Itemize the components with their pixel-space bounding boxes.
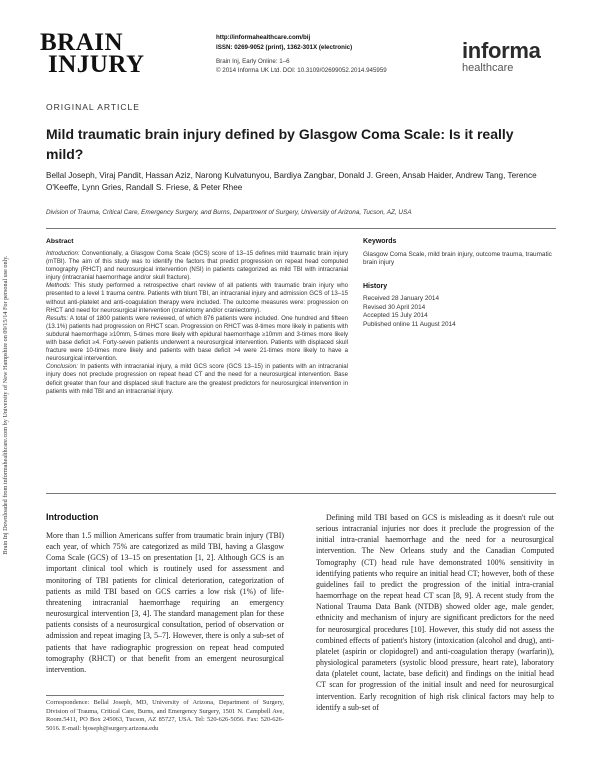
abstract-label: Conclusion: xyxy=(46,363,78,371)
abstract-text: Conventionally, a Glasgow Coma Scale (GCS) score of 13–15 defines mild traumatic brain injury (mTBI). The aim of this study was to identify the factors that predict progression on repeat head computed tomography (RHCT) and neurosurgical intervention (NSI) in patients categorized as mild TBI with intracranial injury (intracranial haemorrhage and/or skull fracture). xyxy=(46,250,348,282)
body-column-left xyxy=(46,530,284,675)
abstract-heading: Abstract xyxy=(46,238,74,245)
journal-online: Brain Inj, Early Online: 1–6 xyxy=(216,57,290,65)
article-authors: Bellal Joseph, Viraj Pandit, Hassan Aziz, Narong Kulvatunyou, Bardiya Zangbar, Donald J. Green, Ansab Haider, Andrew Tang, Terence O'Keeffe, Lynn Gries, Randall S. Friese, & Peter Rhee xyxy=(46,171,537,192)
introduction-heading: Introduction xyxy=(46,512,99,522)
abstract-paragraph xyxy=(46,282,348,314)
body-paragraph: More than 1.5 million Americans suffer from traumatic brain injury (TBI) each year, of which 75% are categorized as mild TBI, having a Glasgow Coma Scale (GCS) of 13–15 on presentation [1, 2]. Although GCS is an important clinical tool which is routinely used for assessment and monitoring of TBI patients for clinical deterioration, categorization of patients as mild TBI based on GCS carries a low risk (1%) of life-threatening intracranial haemorrhage requiring an emergency neurosurgical intervention [3, 4]. The standard management plan for these patients consists of a neurosurgical consultation, period of observation or admission and repeat imaging [3, 5–7]. However, there is only a sub-set of patients that have radiographic progression on repeat head computed tomography (RHCT) or that benefit from an emergent neurosurgical intervention. xyxy=(46,531,284,674)
history-list xyxy=(363,295,553,329)
download-watermark xyxy=(2,190,32,620)
correspondence-footnote: Correspondence: Bellal Joseph, MD, University of Arizona, Department of Surgery, Division of Trauma, Critical Care, Burns, and Emergency Surgery, 1501 N. Campbell Ave, Room.5411, PO Box 245063, Tucson, AZ 85727, USA. Tel: 520-626-5056. Fax: 520-626-5016. E-mail: bjoseph@surgery.arizona.edu xyxy=(46,699,284,732)
history-heading: History xyxy=(363,283,388,290)
journal-info xyxy=(216,33,416,76)
keywords-text: Glasgow Coma Scale, mild brain injury, outcome trauma, traumatic brain injury xyxy=(363,251,552,267)
footnote-rule xyxy=(46,695,284,696)
body-column-right xyxy=(316,512,554,713)
abstract-label: Introduction: xyxy=(46,250,80,257)
publisher-logo-sub: healthcare xyxy=(462,62,514,74)
article-title: Mild traumatic brain injury defined by Glasgow Coma Scale: Is it really mild? xyxy=(46,126,514,162)
abstract-label: Results: xyxy=(46,314,69,322)
journal-issn: ISSN: 0269-9052 (print), 1362-301X (electronic) xyxy=(216,43,353,51)
abstract-text: In patients with intracranial injury, a mild GCS score (GCS 13–15) in patients with an intracranial injury does not preclude progression on repeat head CT and the need for a neurosurgical intervention. Base deficit greater than four and displaced skull fracture are the greatest predictors for neurosurgical intervention in patients with mild TBI and an intracranial injury. xyxy=(46,363,348,395)
article-section: ORIGINAL ARTICLE xyxy=(46,102,140,112)
abstract-paragraph xyxy=(46,315,348,364)
journal-logo xyxy=(40,29,150,78)
download-watermark-text: Brain Inj Downloaded from informahealthcare.com by University of New Hampshire on 09/15/14 For personal use only. xyxy=(2,255,9,555)
journal-logo-line2: INJURY xyxy=(48,51,145,78)
article-affiliation: Division of Trauma, Critical Care, Emergency Surgery, and Burns, Department of Surgery, University of Arizona, Tucson, AZ, USA xyxy=(46,209,412,216)
publisher-logo: informa xyxy=(462,38,541,63)
keywords-heading: Keywords xyxy=(363,238,397,245)
history-item: Published online 11 August 2014 xyxy=(363,320,456,328)
abstract-text: A total of 1800 patients were reviewed, of which 876 patients were included. One hundred and fifteen (13.1%) patients had progression on RHCT scan. Progression on RHCT was 8-times more likely in patients with subdural haemorrhage ≥10mm, 5-times more likely with epidural haemorrhage ≥10mm and 3-times more likely with base deficit ≥4. Forty-seven patients underwent a neurosurgical intervention. Patients with displaced skull fracture were 10-times more likely and patients with base deficit >4 were 21-times more likely to have a neurosurgical intervention. xyxy=(46,314,348,363)
history-item: Revised 30 April 2014 xyxy=(363,303,426,311)
divider-bottom xyxy=(46,493,556,494)
abstract-label: Methods: xyxy=(46,282,72,290)
journal-logo-line1: BRAIN xyxy=(40,29,124,56)
history-item: Accepted 15 July 2014 xyxy=(363,312,428,320)
abstract-paragraph xyxy=(46,250,348,282)
abstract-text: This study performed a retrospective chart review of all patients with traumatic brain injury who presented to a level 1 trauma centre. Patients with blunt TBI, an intracranial injury and admission GCS of 13–15 without anti-platelet and anti-coagulation therapy were included. The outcome measures were: progression on RHCT and need for neurosurgical intervention (craniotomy and/or craniectomy). xyxy=(46,282,348,314)
history-item: Received 28 January 2014 xyxy=(363,295,440,302)
abstract-paragraph xyxy=(46,363,348,395)
abstract-body xyxy=(46,250,348,396)
divider-top xyxy=(46,228,556,229)
journal-url[interactable]: http://informahealthcare.com/bij xyxy=(216,34,311,41)
body-paragraph: Defining mild TBI based on GCS is misleading as it doesn't rule out serious intracranial injuries nor does it preclude the progression of the initial intra-cranial haemorrhage and the need for a neurosurgical intervention. The New Orleans study and the Canadian Computed Tomography (CT) head rule have demonstrated 100% sensitivity in identifying patients who require an initial head CT; however, both of these guidelines fail to predict the progression of the initial intra-cranial haemorrhage on the repeat head CT scan [8, 9]. A recent study from the National Trauma Data Bank (NTDB) showed older age, male gender, ethnicity and mechanism of injury are significant predictors for the need for neurosurgical procedures [10]. However, this study did not assess the combined effects of patient's history (intoxication (alcohol and drug), anti-platelet (aspirin or clopidogrel) and anti-coagulation therapy (warfarin)), physiological parameters (systolic blood pressure, heart rate), laboratory data (platelet count, lactate, base deficit) and findings on the initial head CT scan for progression of the initial insult and need for neurosurgical intervention. Early recognition of high risk clinical factors may help to identify a sub-set of xyxy=(316,513,554,712)
journal-copyright: © 2014 Informa UK Ltd. DOI: 10.3109/02699052.2014.945959 xyxy=(216,67,387,75)
